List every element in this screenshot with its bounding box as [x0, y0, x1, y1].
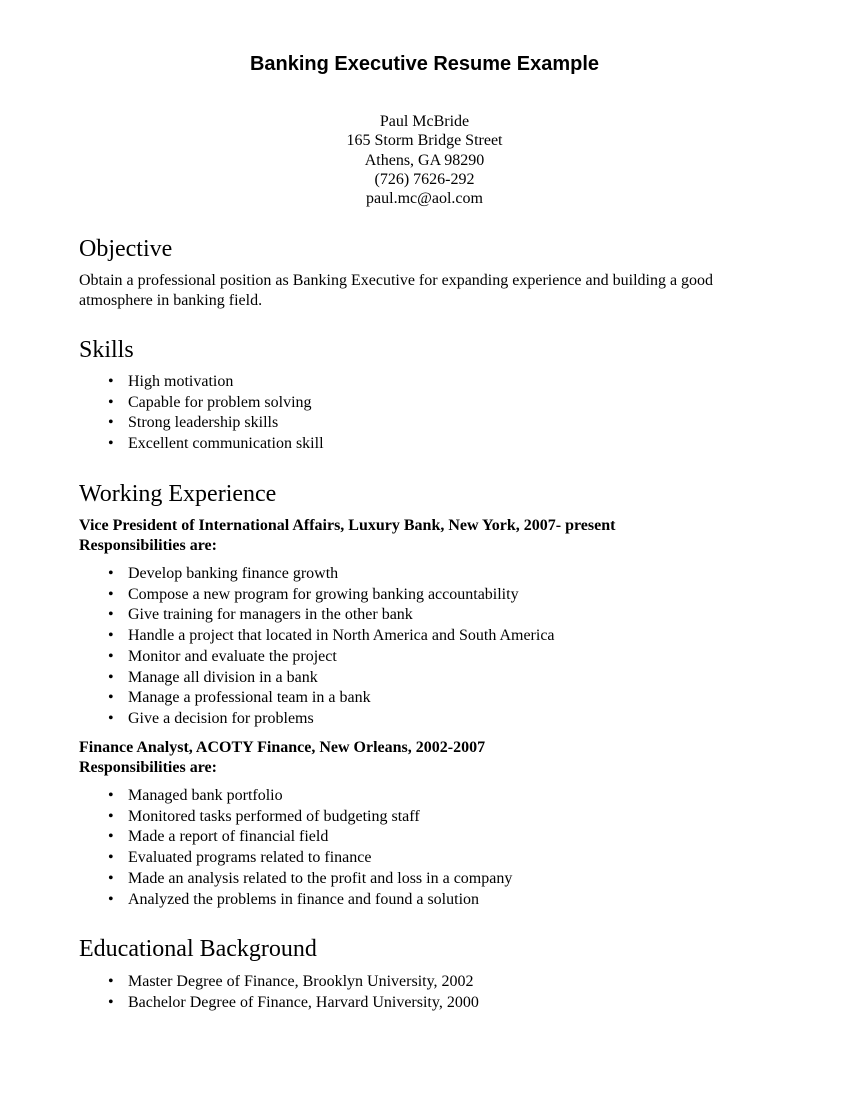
skills-heading: Skills: [79, 337, 134, 363]
list-item: • Made an analysis related to the profit and loss in a company: [79, 869, 512, 890]
responsibilities-label: Responsibilities are:: [79, 759, 217, 776]
list-item: • Compose a new program for growing banking accountability: [79, 585, 555, 606]
list-item: • Evaluated programs related to finance: [79, 848, 512, 869]
list-item: • Monitor and evaluate the project: [79, 647, 555, 668]
education-list: [79, 972, 479, 1013]
list-item: • Give training for managers in the other bank: [79, 605, 555, 626]
list-item: • Managed bank portfolio: [79, 786, 512, 807]
contact-block: [0, 112, 849, 208]
objective-text: Obtain a professional position as Banking Executive for expanding experience and building a good atmosphere in banking field.: [79, 272, 714, 309]
list-item: • Handle a project that located in North America and South America: [79, 626, 555, 647]
objective-heading: Objective: [79, 236, 173, 262]
list-item: • Give a decision for problems: [79, 709, 555, 730]
list-item: • Manage a professional team in a bank: [79, 688, 555, 709]
contact-name: Paul McBride: [379, 113, 470, 130]
list-item: • Excellent communication skill: [79, 434, 324, 455]
job-title: Vice President of International Affairs, Luxury Bank, New York, 2007- present: [79, 517, 616, 534]
contact-email: paul.mc@aol.com: [366, 190, 483, 208]
list-item: • Master Degree of Finance, Brooklyn University, 2002: [79, 972, 479, 993]
experience-heading: Working Experience: [79, 481, 277, 507]
list-item: • Capable for problem solving: [79, 393, 324, 414]
skills-list: [79, 372, 324, 455]
job-responsibilities-list: [79, 564, 555, 730]
document-title: Banking Executive Resume Example: [249, 53, 600, 75]
responsibilities-label: Responsibilities are:: [79, 537, 217, 554]
list-item: • Develop banking finance growth: [79, 564, 555, 585]
job-title: Finance Analyst, ACOTY Finance, New Orleans, 2002-2007: [79, 739, 486, 756]
list-item: • Bachelor Degree of Finance, Harvard University, 2000: [79, 993, 479, 1014]
list-item: • Made a report of financial field: [79, 827, 512, 848]
education-heading: Educational Background: [79, 936, 317, 962]
list-item: • Strong leadership skills: [79, 413, 324, 434]
list-item: • Analyzed the problems in finance and found a solution: [79, 890, 512, 911]
contact-phone: (726) 7626-292: [374, 170, 475, 188]
job-responsibilities-list: [79, 786, 512, 910]
list-item: • Manage all division in a bank: [79, 668, 555, 689]
list-item: • High motivation: [79, 372, 324, 393]
contact-street: 165 Storm Bridge Street: [346, 132, 503, 150]
list-item: • Monitored tasks performed of budgeting staff: [79, 807, 512, 828]
contact-city: Athens, GA 98290: [364, 151, 485, 169]
